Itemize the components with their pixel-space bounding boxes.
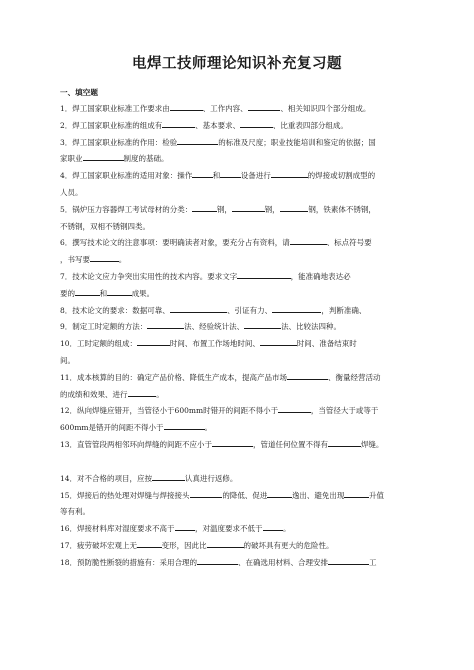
fill-in-blank bbox=[83, 151, 124, 161]
question-line: 18．预防脆性断裂的措施有：采用合理的 、在确选用材料、合理安排 工 bbox=[60, 555, 440, 572]
fill-in-blank bbox=[248, 101, 281, 111]
question-line: 等有利。 bbox=[60, 507, 90, 517]
question-line: 7．技术论文应力争突出实用性的技术内容。要求文字 ，能准确地表达必 bbox=[60, 269, 440, 286]
question-line: 不锈钢，双相不锈钢四类。 bbox=[60, 221, 150, 231]
question-line: 13．直管管段两相邻环向焊缝的间距不应小于 ，管道任何位置不得有 焊缝。 bbox=[60, 437, 440, 454]
fill-in-blank bbox=[328, 555, 369, 565]
question-line: 9．制定工时定额的方法： 法、经验统计法、 法、比较法四种。 bbox=[60, 319, 440, 336]
section-heading: 一、填空题 bbox=[60, 88, 98, 97]
question-line: 10．工时定额的组成： 时间、布置工作场地时间、 时间、准备结束时 bbox=[60, 336, 440, 353]
fill-in-blank bbox=[260, 336, 297, 346]
fill-in-blank bbox=[207, 538, 244, 548]
question-line: 8．技术论文的要求：数据可靠、 、引证有力、 ，判断准确、 bbox=[60, 303, 440, 320]
fill-in-blank bbox=[128, 387, 157, 397]
fill-in-blank bbox=[75, 286, 100, 296]
fill-in-blank bbox=[244, 319, 281, 329]
fill-in-blank bbox=[344, 488, 369, 498]
page-title: 电焊工技师理论知识补充复习题 bbox=[132, 56, 342, 72]
question-line: 3．焊工国家职业标准的作用：检验 的标准及尺度；职业技能培训和鉴定的依据；国 bbox=[60, 135, 440, 152]
question-line: ，书写要 。 bbox=[60, 252, 440, 269]
question-line: 16．焊接材料库对湿度要求不高于 ，对温度要求不低于 。 bbox=[60, 521, 440, 538]
question-line: 要的 和 成果。 bbox=[60, 286, 440, 303]
question-line: 间。 bbox=[60, 355, 75, 365]
fill-in-blank bbox=[240, 118, 273, 128]
fill-in-blank bbox=[271, 168, 308, 178]
fill-in-blank bbox=[280, 202, 309, 212]
question-line: 4．焊工国家职业标准的适用对象：操作 和 设备进行 的焊接或切割成型的 bbox=[60, 168, 440, 185]
question-line: 5．锅炉压力容器焊工考试母材的分类： 钢， 钢， 钢，铁素体不锈钢， bbox=[60, 202, 440, 219]
fill-in-blank bbox=[287, 370, 328, 380]
fill-in-blank bbox=[170, 101, 203, 111]
fill-in-blank bbox=[232, 202, 265, 212]
question-line: 2．焊工国家职业标准的组成有 、基本要求、 、比重表四部分组成。 bbox=[60, 118, 440, 135]
question-line: 1．焊工国家职业标准工作要求由 、工作内容、 、相关知识四个部分组成。 bbox=[60, 101, 440, 118]
fill-in-blank bbox=[147, 319, 184, 329]
question-line: 14．对不合格的项目，应按 认真进行返修。 bbox=[60, 471, 440, 488]
fill-in-blank bbox=[197, 555, 238, 565]
fill-in-blank bbox=[152, 471, 185, 481]
fill-in-blank bbox=[137, 538, 162, 548]
fill-in-blank bbox=[107, 286, 132, 296]
fill-in-blank bbox=[162, 118, 195, 128]
fill-in-blank bbox=[290, 235, 327, 245]
fill-in-blank bbox=[190, 488, 223, 498]
question-line: 15．焊接后的热处理对焊缝与焊接接头 的降低、促进 逸出、避免出现 升值 bbox=[60, 488, 440, 505]
question-line: 人员。 bbox=[60, 187, 83, 197]
fill-in-blank bbox=[175, 521, 196, 531]
question-line: 6．撰写技术论文的注意事项：要明确读者对象，要充分占有资料，请 、标点符号要 bbox=[60, 235, 440, 252]
fill-in-blank bbox=[212, 437, 253, 447]
fill-in-blank bbox=[237, 269, 290, 279]
fill-in-blank bbox=[267, 488, 292, 498]
fill-in-blank bbox=[328, 437, 361, 447]
fill-in-blank bbox=[164, 420, 205, 430]
fill-in-blank bbox=[192, 202, 217, 212]
fill-in-blank bbox=[170, 303, 227, 313]
fill-in-blank bbox=[278, 403, 311, 413]
fill-in-blank bbox=[137, 336, 170, 346]
question-line: 家职业 制度的基础。 bbox=[60, 151, 440, 168]
question-line: 17．疲劳破坏宏观上无 变形，因此比 的破坏具有更大的危险性。 bbox=[60, 538, 440, 555]
fill-in-blank bbox=[272, 303, 321, 313]
fill-in-blank bbox=[263, 521, 284, 531]
question-line: 600mm是错开的间距不得小于 。 bbox=[60, 420, 440, 437]
fill-in-blank bbox=[220, 168, 241, 178]
fill-in-blank bbox=[177, 135, 218, 145]
question-line: 12．纵向焊缝应错开，当管径小于600mm时错开的间距不得小于 ，当管径大于或等于 bbox=[60, 403, 440, 420]
question-line: 的成绩和效果、进行 。 bbox=[60, 387, 440, 404]
fill-in-blank bbox=[90, 252, 119, 262]
question-line: 11．成本核算的目的：确定产品价格、降低生产成本，提高产品市场 、衡量经营活动 bbox=[60, 370, 440, 387]
question-list bbox=[60, 101, 440, 572]
fill-in-blank bbox=[192, 168, 213, 178]
